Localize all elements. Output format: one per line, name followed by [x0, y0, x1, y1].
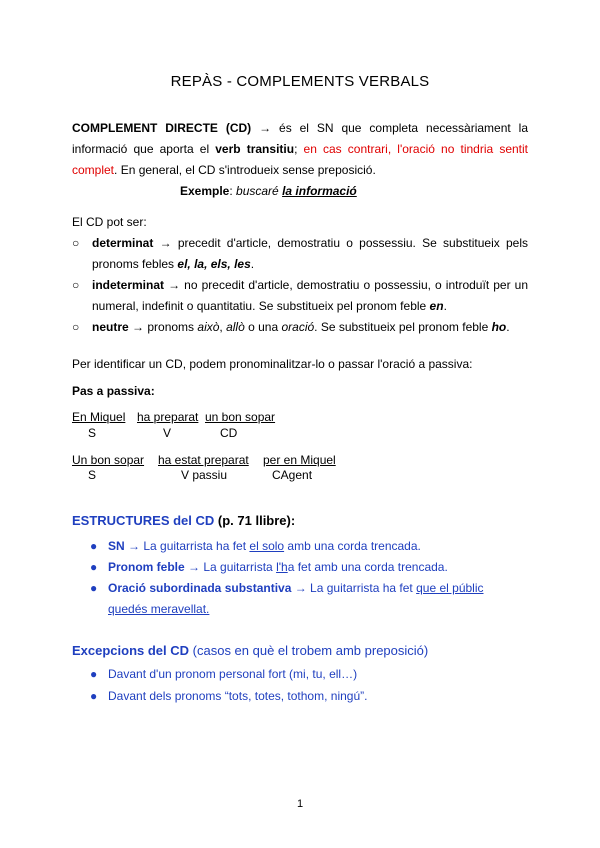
- structures-heading: ESTRUCTURES del CD (p. 71 llibre):: [72, 513, 296, 528]
- bullet-icon: ●: [90, 667, 98, 681]
- passive-verb: ha estat preparat: [158, 453, 249, 467]
- bullet-icon: ●: [90, 539, 98, 553]
- page-number: 1: [296, 798, 304, 810]
- label-cd: CD: [220, 426, 238, 440]
- page-title: REPÀS - COMPLEMENTS VERBALS: [170, 73, 430, 90]
- bullet-icon: ●: [90, 581, 98, 595]
- bullet-icon: ●: [90, 689, 98, 703]
- label-v: V: [163, 426, 172, 440]
- label-s: S: [88, 468, 97, 482]
- cd-term: COMPLEMENT DIRECTE (CD): [72, 121, 252, 135]
- bullet-icon: ●: [90, 560, 98, 574]
- passive-agent: per en Miquel: [263, 453, 336, 467]
- cd-definition: COMPLEMENT DIRECTE (CD) → és el SN que completa necessàriament la informació que aporta el verb transitiu; en cas contrari, l'oració no tindria sentit complet. En general, el CD s'introdueix sense preposició.: [72, 121, 529, 177]
- active-object: un bon sopar: [205, 410, 276, 424]
- exceptions-heading: Excepcions del CD (casos en què el trobem amb preposició): [72, 643, 429, 658]
- document-page: REPÀS - COMPLEMENTS VERBALS COMPLEMENT DIRECTE (CD) → és el SN que completa necessàriament la informació que aporta el verb transitiu; en cas contrari, l'oració no tindria sentit complet. En general, el CD s'introdueix sense preposició. Exemple: buscaré la informació El CD pot ser: ○ determinat → precedit d'article, demostratiu o possessiu. Se substitueix pels pronoms febles el, la, els, les. ○ indeterminat → no precedit d'article, demostratiu o possessiu, o introduït per un numeral, indefinit o quantitatiu. Se substitueix pel pronom feble en. ○ neutre → pronoms això, allò o una oració. Se substitueix pel pronom feble ho. Per identificar un CD, podem pronominalitzar-lo o passar l'oració a passiva: Pas a passiva: En Miquel ha preparat un bon sopar S V CD Un bon sopar ha estat preparat per en Miquel S V passiu CAgent ESTRUCTURES del CD (p. 71 llibre): ● SN → La guitarrista ha fet el solo amb una corda trencada. ● Pronom feble → La guitarrista l'ha fet amb una corda trencada. ● Oració subordinada substantiva → La guitarrista ha fet que el públic quedés meravellat. Excepcions del CD (casos en què el trobem amb preposició) ● Davant d'un pronom personal fort (mi, tu, ell…) ● Davant dels pronoms “tots, totes, tothom, ningú”. 1: [0, 0, 600, 848]
- passive-heading: Pas a passiva:: [72, 384, 155, 398]
- cd-types-intro: El CD pot ser:: [72, 215, 147, 229]
- active-verb: ha preparat: [137, 410, 199, 424]
- active-subject: En Miquel: [72, 410, 126, 424]
- identify-text: Per identificar un CD, podem pronominalitzar-lo o passar l'oració a passiva:: [72, 357, 473, 371]
- label-v-passiu: V passiu: [181, 468, 228, 482]
- label-s: S: [88, 426, 97, 440]
- cd-red-note: en cas contrari, l'oració no tindria sentit complet: [72, 142, 529, 177]
- circle-bullet-icon: ○: [72, 320, 80, 334]
- label-cagent: CAgent: [272, 468, 313, 482]
- circle-bullet-icon: ○: [72, 236, 80, 250]
- circle-bullet-icon: ○: [72, 278, 80, 292]
- example-line: Exemple: buscaré la informació: [180, 184, 357, 198]
- passive-subject: Un bon sopar: [72, 453, 145, 467]
